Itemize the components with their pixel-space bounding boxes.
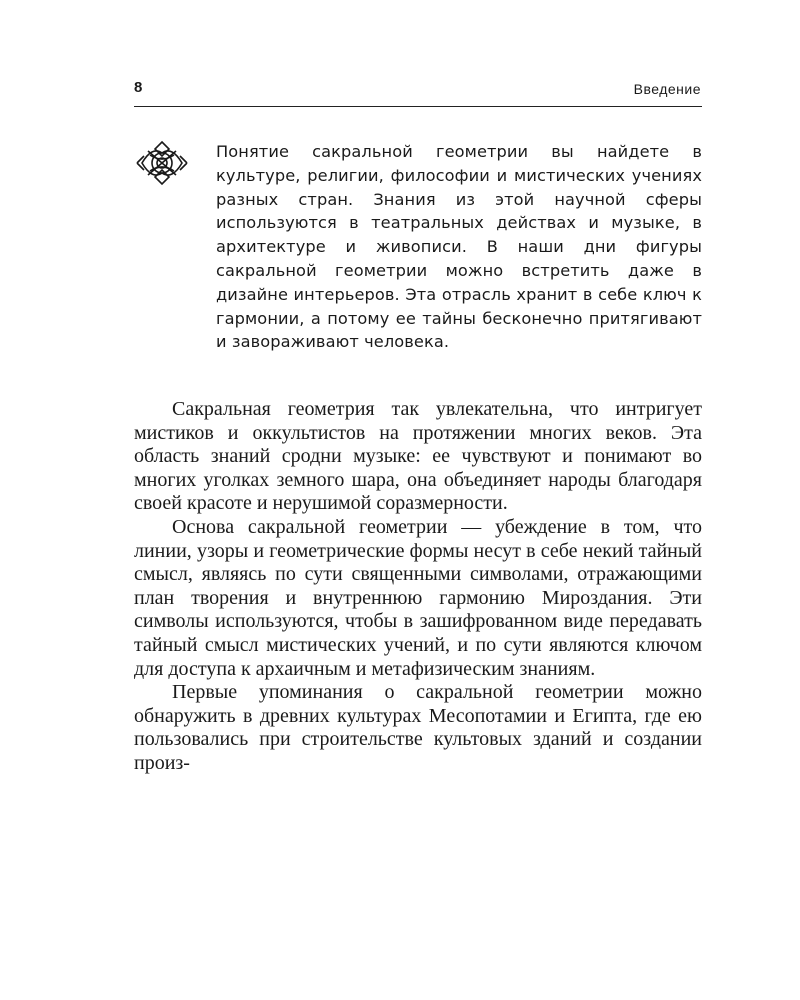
body-text — [134, 398, 702, 776]
body-paragraph-3: Первые упоминания о сакральной геометрии можно обнаружить в древних культурах Месопотамии и Египта, где ею пользовались при строительстве культовых зданий и создании произ- — [134, 681, 702, 774]
running-head: Введение — [633, 81, 701, 97]
header-rule — [134, 106, 702, 107]
callout-text: Понятие сакральной геометрии вы найдете в культуре, религии, философии и мистических учениях разных стран. Знания из этой научной сферы используются в театральных действах и музыке, в архитектуре и живописи. В наши дни фигуры сакральной геометрии можно встретить даже в дизайне интерьеров. Эта отрасль хранит в себе ключ к гармонии, а потому ее тайны бесконечно притягивают и завораживают человека. — [216, 142, 702, 352]
page-number: 8 — [134, 79, 143, 96]
body-paragraph-2: Основа сакральной геометрии — убеждение в том, что линии, узоры и геометрические формы несут в себе некий тайный смысл, являясь по сути священными символами, отражающими план творения и внутреннюю гармонию Мироздания. Эти символы используются, чтобы в зашифрованном виде передавать тайный смысл мистических учений, и по сути являются ключом для доступа к архаичным и метафизическим знаниям. — [134, 515, 702, 680]
celtic-knot-icon — [134, 140, 190, 186]
body-paragraph-1: Сакральная геометрия так увлекательна, что интригует мистиков и оккультистов на протяжении многих веков. Эта область знаний сродни музыке: ее чувствуют и понимают во многих уголках земного шара, она объединяет народы благодаря своей красоте и нерушимой соразмерности. — [134, 398, 702, 515]
